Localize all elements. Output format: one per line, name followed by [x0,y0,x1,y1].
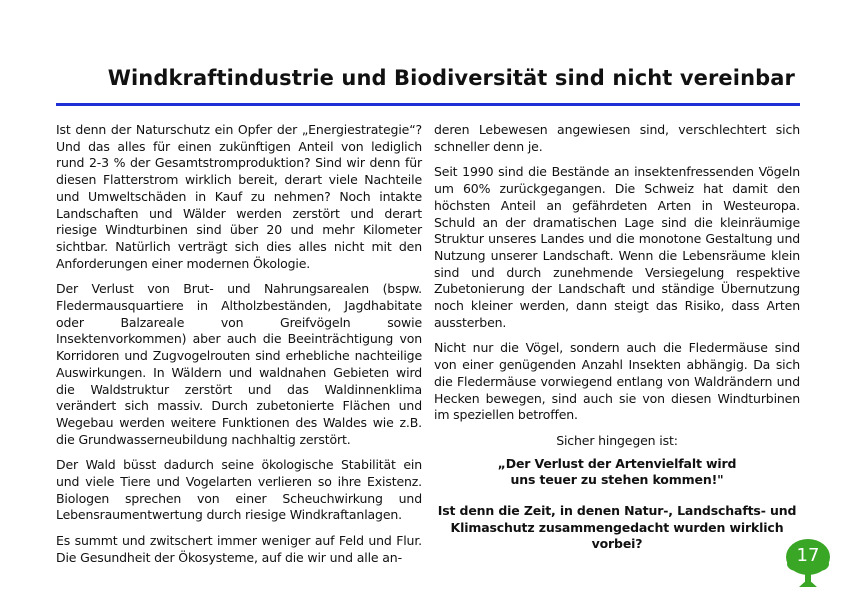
page-number-badge [785,537,831,589]
question-line: Ist denn die Zeit, in denen Natur-, Landschafts- und [437,503,797,519]
paragraph: Nicht nur die Vögel, sondern auch die Fledermäuse sind von einer genügenden Anzahl Insekten abhängig. Da sich die Fledermäuse vorwiegend entlang von Waldrändern und Hecken bewegen, sind auch sie von diesen Windturbinen im speziellen betroffen. [434,340,800,423]
quote-line: „Der Verlust der Artenvielfalt wird [497,455,737,471]
paragraph: deren Lebewesen angewiesen sind, verschlechtert sich schneller denn je. [434,122,800,154]
closing-question [434,503,800,553]
left-column [56,122,422,576]
page-title: Windkraftindustrie und Biodiversität sind nicht vereinbar [107,66,795,90]
paragraph: Der Wald büsst dadurch seine ökologische Stabilität ein und viele Tiere und Vogelarten verlieren so ihre Existenz. Biologen sprechen von einer Scheuchwirkung und Lebensraumentwertung durch riesige Windkraftanlagen. [56,457,422,523]
title-underline [56,103,800,106]
quote-line: uns teuer zu stehen kommen!" [510,472,724,488]
paragraph: Es summt und zwitschert immer weniger auf Feld und Flur. Die Gesundheit der Ökosysteme, auf die wir und alle an- [56,533,422,565]
page-number: 17 [796,545,820,566]
sicher-line: Sicher hingegen ist: [556,432,678,448]
paragraph: Der Verlust von Brut- und Nahrungsarealen (bspw. Fledermausquartiere in Altholzbeständen, Jagdhabitate oder Balzareale von Greifvögeln sowie Insektenvorkommen) aber auch die Beeinträchtigung von Korridoren und Zugvogelrouten sind erhebliche nachteilige Auswirkungen. In Wäldern und waldnahen Gebieten wird die Waldstruktur zerstört und das Waldinnenklima verändert sich massiv. Durch zubetonierte Flächen und Wegebau werden weitere Funktionen des Waldes wie z.B. die Grundwasserneubildung nachhaltig zerstört. [56,281,422,447]
question-line: Klimaschutz zusammengedacht wurden wirklich vorbei? [450,519,784,552]
quote [434,456,800,489]
paragraph: Seit 1990 sind die Bestände an insektenfressenden Vögeln um 60% zurückgegangen. Die Schweiz hat damit den höchsten Anteil an gefährdeten Arten in Westeuropa. Schuld an der dramatischen Lage sind die kleinräumige Struktur unseres Landes und die monotone Gestaltung und Nutzung unserer Landschaft. Wenn die Lebensräume klein sind und durch zunehmende Versiegelung respektive Zubetonierung der Landschaft und ständige Übernutzung noch kleiner werden, dann steigt das Risiko, dass Arten aussterben. [434,164,800,330]
right-column [434,122,800,553]
paragraph: Ist denn der Naturschutz ein Opfer der „Energiestrategie“? Und das alles für einen zukünftigen Anteil von lediglich rund 2-3 % der Gesamtstromproduktion? Sind wir denn für diesen Flatterstrom wirklich bereit, derart viele Nachteile und Umweltschäden in Kauf zu nehmen? Noch intakte Landschaften und Wälder werden zerstört und derart riesige Windturbinen sind über 20 und mehr Kilometer sichtbar. Natürlich verträgt sich dies alles nicht mit den Anforderungen einer modernen Ökologie. [56,122,422,271]
